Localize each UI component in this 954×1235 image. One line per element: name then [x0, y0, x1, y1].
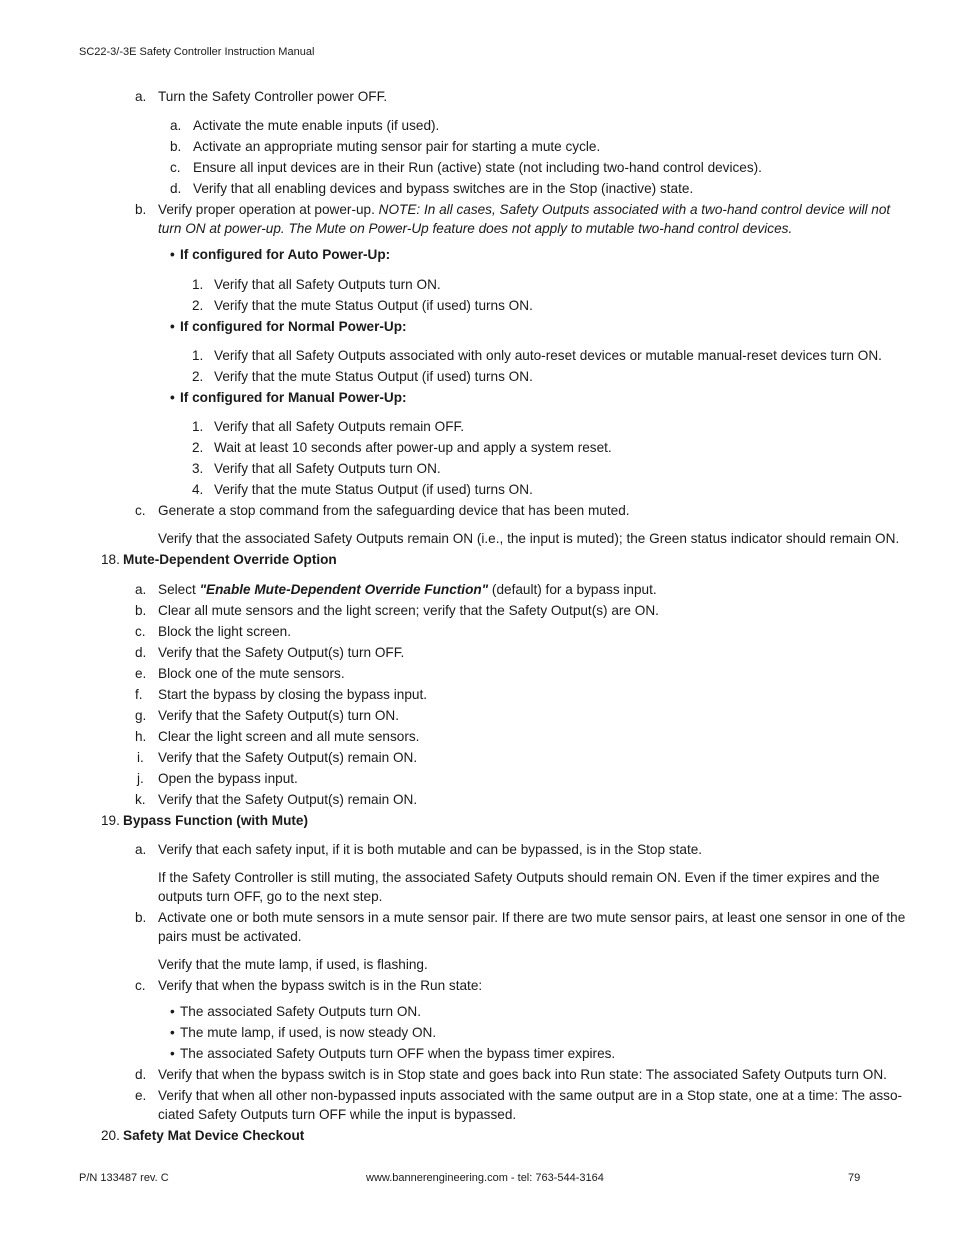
list-item-text: Clear the light screen and all mute sensors. — [158, 729, 420, 744]
paragraph: If the Safety Controller is still muting, the associated Safety Outputs should remain ON. Even if the timer expires and the — [158, 870, 880, 885]
list-item-text — [158, 202, 890, 217]
list-label: c. — [170, 160, 181, 175]
list-item-text: Verify that when the bypass switch is in Stop state and goes back into Run state: The associated Safety Outputs turn ON. — [158, 1067, 887, 1082]
list-item-text: Verify that when all other non-bypassed inputs associated with the same output are in a Stop state, one at a time: The asso- — [158, 1088, 903, 1103]
step-number: 18. — [101, 552, 120, 567]
page-header: SC22-3/-3E Safety Controller Instruction Manual — [79, 46, 315, 58]
list-item-text-continued: ciated Safety Outputs turn OFF while the input is bypassed. — [158, 1107, 517, 1122]
list-item-text: Verify that all enabling devices and bypass switches are in the Stop (inactive) state. — [193, 181, 694, 196]
list-label: b. — [135, 202, 147, 217]
paragraph-continued: outputs turn OFF, go to the next step. — [158, 889, 383, 904]
bullet-item: • The associated Safety Outputs turn OFF when the bypass timer expires. — [180, 1046, 615, 1061]
list-item-text: Verify that the Safety Output(s) remain ON. — [158, 750, 418, 765]
list-label: d. — [135, 645, 147, 660]
list-item-text: Activate an appropriate muting sensor pair for starting a mute cycle. — [193, 139, 601, 154]
list-label: a. — [170, 118, 182, 133]
list-number: 3. — [192, 461, 204, 476]
list-item-text: Verify that all Safety Outputs remain OFF. — [214, 419, 465, 434]
footer-part-number: P/N 133487 rev. C — [79, 1172, 169, 1184]
normal-powerup-heading: • If configured for Normal Power-Up: — [180, 319, 407, 334]
list-label: j. — [137, 771, 144, 786]
list-label: g. — [135, 708, 147, 723]
list-label: f. — [135, 687, 143, 702]
list-label: a. — [135, 89, 147, 104]
list-label: a. — [135, 842, 147, 857]
list-number: 2. — [192, 298, 204, 313]
list-label: a. — [135, 582, 147, 597]
list-item-text: Open the bypass input. — [158, 771, 298, 786]
list-label: b. — [170, 139, 182, 154]
list-item-text: Verify that each safety input, if it is both mutable and can be bypassed, is in the Stop state. — [158, 842, 703, 857]
paragraph: Verify that the associated Safety Outputs remain ON (i.e., the input is muted); the Green status indicator should remain ON. — [158, 531, 900, 546]
list-label: k. — [135, 792, 146, 807]
list-item-text: Verify that all Safety Outputs turn ON. — [214, 277, 441, 292]
list-item-text: Verify that when the bypass switch is in the Run state: — [158, 978, 483, 993]
list-item-text: Verify that the Safety Output(s) turn OFF. — [158, 645, 405, 660]
bullet-item: • The associated Safety Outputs turn ON. — [180, 1004, 421, 1019]
list-item-text: Turn the Safety Controller power OFF. — [158, 89, 388, 104]
list-item-text: Ensure all input devices are in their Run (active) state (not including two-hand control devices). — [193, 160, 762, 175]
list-label: d. — [170, 181, 182, 196]
list-label: d. — [135, 1067, 147, 1082]
list-item-text — [158, 582, 657, 597]
step-heading: Safety Mat Device Checkout — [123, 1128, 305, 1143]
list-item-text: Verify that the mute Status Output (if used) turns ON. — [214, 298, 533, 313]
power-up-note: NOTE: In all cases, Safety Outputs associated with a two-hand control device will not — [378, 202, 891, 217]
list-item-text: Verify that the Safety Output(s) remain ON. — [158, 792, 418, 807]
select-prefix: Select — [158, 582, 200, 597]
list-item-text-continued: pairs must be activated. — [158, 929, 302, 944]
footer-page-number: 79 — [848, 1172, 861, 1184]
list-number: 2. — [192, 440, 204, 455]
list-item-text: Block one of the mute sensors. — [158, 666, 345, 681]
list-label: b. — [135, 603, 147, 618]
auto-powerup-heading: • If configured for Auto Power-Up: — [180, 247, 390, 262]
list-item-text: Clear all mute sensors and the light screen; verify that the Safety Output(s) are ON. — [158, 603, 659, 618]
list-label: c. — [135, 978, 146, 993]
list-item-text: Start the bypass by closing the bypass input. — [158, 687, 428, 702]
step-number: 20. — [101, 1128, 120, 1143]
list-item-text: Wait at least 10 seconds after power-up and apply a system reset. — [214, 440, 612, 455]
power-up-instruction: Verify proper operation at power-up. — [158, 202, 375, 217]
paragraph: Verify that the mute lamp, if used, is flashing. — [158, 957, 428, 972]
list-item-text: Verify that the mute Status Output (if used) turns ON. — [214, 482, 533, 497]
list-number: 1. — [192, 277, 204, 292]
footer-website: www.bannerengineering.com - tel: 763-544-3164 — [366, 1172, 604, 1184]
list-number: 1. — [192, 419, 204, 434]
list-item-text: Activate one or both mute sensors in a mute sensor pair. If there are two mute sensor pairs, at least one sensor in one of the — [158, 910, 906, 925]
manual-powerup-heading: • If configured for Manual Power-Up: — [180, 390, 407, 405]
list-item-text: Verify that all Safety Outputs associated with only auto-reset devices or mutable manual-reset devices turn ON. — [214, 348, 882, 363]
list-label: c. — [135, 624, 146, 639]
step-heading: Bypass Function (with Mute) — [123, 813, 309, 828]
list-label: e. — [135, 666, 147, 681]
override-function-name: "Enable Mute-Dependent Override Function" — [199, 582, 489, 597]
list-label: h. — [135, 729, 147, 744]
list-number: 2. — [192, 369, 204, 384]
select-suffix: (default) for a bypass input. — [488, 582, 657, 597]
power-up-note-continued: turn ON at power-up. The Mute on Power-Up feature does not apply to mutable two-hand control devices. — [158, 221, 793, 236]
step-heading: Mute-Dependent Override Option — [123, 552, 337, 567]
step-number: 19. — [101, 813, 120, 828]
list-item-text: Block the light screen. — [158, 624, 291, 639]
list-label: e. — [135, 1088, 147, 1103]
list-item-text: Verify that the Safety Output(s) turn ON. — [158, 708, 400, 723]
list-item-text: Activate the mute enable inputs (if used). — [193, 118, 440, 133]
bullet-item: • The mute lamp, if used, is now steady ON. — [180, 1025, 436, 1040]
list-label: c. — [135, 503, 146, 518]
list-item-text: Verify that the mute Status Output (if used) turns ON. — [214, 369, 533, 384]
list-number: 1. — [192, 348, 204, 363]
list-label: b. — [135, 910, 147, 925]
list-item-text: Generate a stop command from the safeguarding device that has been muted. — [158, 503, 630, 518]
list-item-text: Verify that all Safety Outputs turn ON. — [214, 461, 441, 476]
list-label: i. — [137, 750, 144, 765]
list-number: 4. — [192, 482, 204, 497]
